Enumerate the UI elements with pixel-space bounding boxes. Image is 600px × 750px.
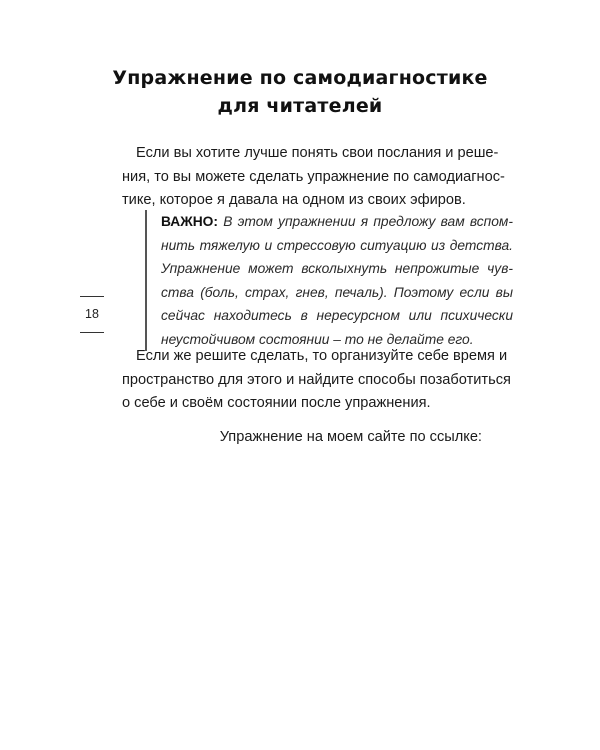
warning-label: ВАЖНО:	[161, 214, 218, 229]
intro-paragraph	[122, 142, 505, 213]
closing-line-1: Если же решите сделать, то организуйте себе время и	[136, 348, 508, 364]
closing-line-2: пространство для этого и найдите способы позаботиться	[122, 371, 511, 388]
page-number-top-rule	[80, 296, 104, 297]
page-number-bottom-rule	[80, 332, 104, 333]
title-line-1: Упражнение по самодиагностике	[112, 67, 488, 89]
exercise-link-caption: Упражнение на моем сайте по ссылке:	[219, 429, 482, 445]
warning-line-2: нить тяжелую и стрессовую ситуацию из детства.	[161, 237, 513, 253]
intro-line-2: ния, то вы можете сделать упражнение по самодиагнос-	[122, 168, 505, 185]
intro-line-1: Если вы хотите лучше понять свои послания и реше-	[136, 145, 499, 161]
warning-block	[145, 210, 513, 351]
warning-line-4: ства (боль, страх, гнев, печаль). Поэтому если вы	[161, 284, 513, 300]
title-line-2: для читателей	[217, 95, 383, 117]
page-number: 18	[85, 307, 99, 321]
closing-line-3: о себе и своём состоянии после упражнения.	[122, 395, 431, 411]
closing-paragraph	[122, 345, 511, 416]
warning-line-6: неустойчивом состоянии – то не делайте его.	[161, 331, 474, 347]
page-number-marker	[80, 296, 104, 333]
warning-line-1	[161, 210, 513, 234]
warning-first-line-text: В этом упражнении я предложу вам вспом-	[223, 214, 513, 229]
intro-line-3: тике, которое я давала на одном из своих эфиров.	[122, 192, 466, 208]
page-title	[100, 64, 500, 120]
warning-line-5: сейчас находитесь в нересурсном или психически	[161, 308, 513, 323]
warning-line-3: Упражнение может всколыхнуть непрожитые чув-	[161, 261, 513, 276]
